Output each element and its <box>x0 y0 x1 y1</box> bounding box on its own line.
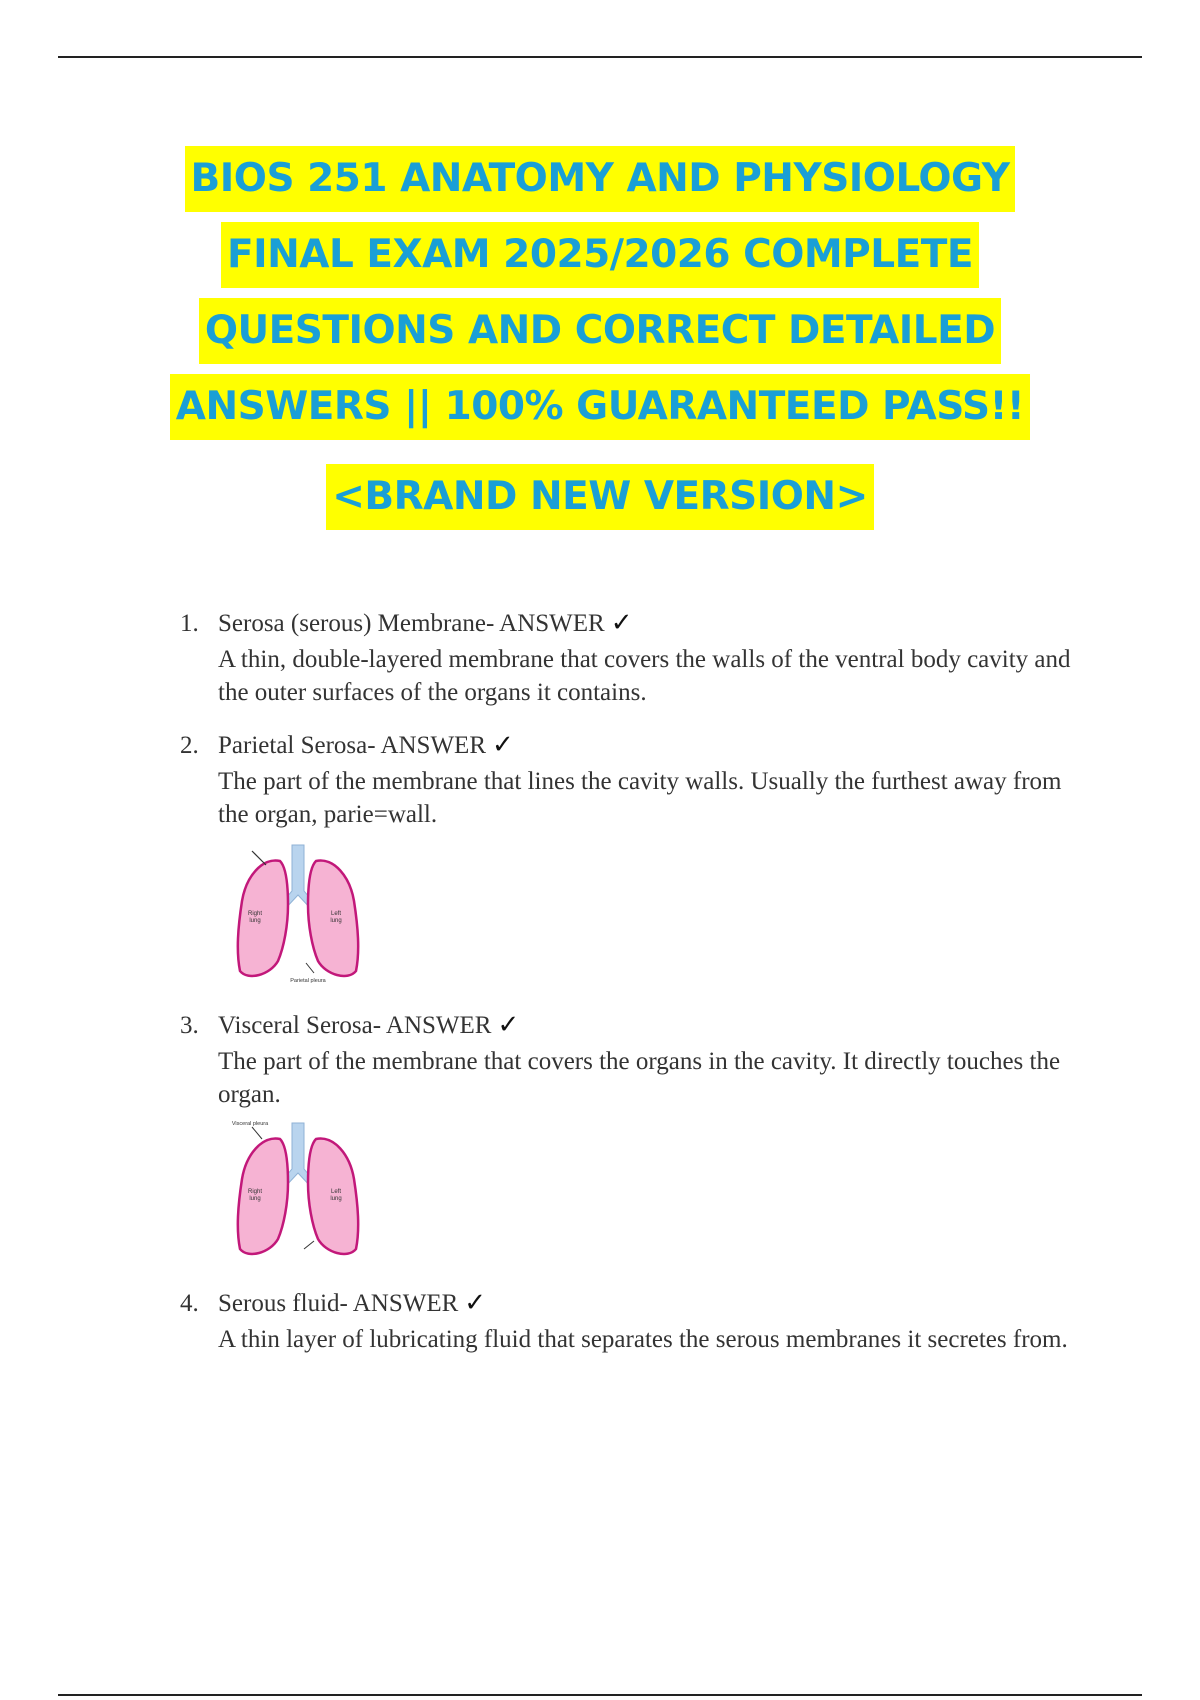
diagram-caption: Parietal pleura <box>290 978 326 984</box>
answer-text: The part of the membrane that lines the cavity walls. Usually the furthest away from the organ, parie=wall. <box>218 768 1062 828</box>
check-icon: ✓ <box>464 1288 487 1318</box>
left-lung-label: lung <box>330 918 342 924</box>
question-term <box>218 607 1080 640</box>
list-item <box>180 607 1080 709</box>
answer-text: A thin layer of lubricating fluid that separates the serous membranes it secretes from. <box>218 1326 1068 1353</box>
item-number: 2. <box>180 732 199 759</box>
check-icon: ✓ <box>492 730 514 760</box>
title-line-1: BIOS 251 ANATOMY AND PHYSIOLOGY <box>185 146 1016 212</box>
item-number: 3. <box>180 1012 199 1039</box>
question-text: Parietal Serosa- ANSWER <box>218 732 487 759</box>
right-lung-label: Right <box>247 1189 263 1195</box>
question-text: Visceral Serosa- ANSWER <box>218 1012 492 1039</box>
lung-diagram-visceral <box>218 1117 378 1267</box>
diagram-caption: Visceral pleura <box>231 1121 269 1127</box>
answer-text: The part of the membrane that covers the organs in the cavity. It directly touches the organ. <box>218 1048 1061 1108</box>
answer-text: A thin, double-layered membrane that covers the walls of the ventral body cavity and the outer surfaces of the organs it contains. <box>218 646 1071 706</box>
question-term <box>218 729 1080 762</box>
right-lung-label: Right <box>247 911 263 917</box>
item-number: 1. <box>180 610 199 637</box>
check-icon: ✓ <box>497 1010 520 1040</box>
right-lung-label: lung <box>249 918 261 924</box>
list-item <box>180 729 1080 989</box>
title-line-2: FINAL EXAM 2025/2026 COMPLETE <box>221 222 979 288</box>
left-lung-label: lung <box>330 1196 342 1202</box>
list-item <box>180 1287 1080 1356</box>
top-rule <box>58 56 1142 58</box>
document-title <box>0 146 1200 540</box>
question-text: Serous fluid- ANSWER <box>218 1290 459 1317</box>
left-lung-label: Left <box>330 911 342 917</box>
bottom-rule <box>58 1694 1142 1696</box>
right-lung-label: lung <box>249 1196 261 1202</box>
question-list <box>180 607 1080 1356</box>
lung-diagram-parietal <box>218 839 378 989</box>
title-line-5: <BRAND NEW VERSION> <box>326 464 874 530</box>
check-icon: ✓ <box>610 608 633 638</box>
left-lung-label: Left <box>330 1189 342 1195</box>
list-item <box>180 1009 1080 1267</box>
question-term <box>218 1009 1080 1042</box>
title-line-3: QUESTIONS AND CORRECT DETAILED <box>199 298 1001 364</box>
question-term <box>218 1287 1080 1320</box>
item-number: 4. <box>180 1290 199 1317</box>
title-line-4: ANSWERS || 100% GUARANTEED PASS!! <box>170 374 1030 440</box>
question-text: Serosa (serous) Membrane- ANSWER <box>218 610 605 637</box>
